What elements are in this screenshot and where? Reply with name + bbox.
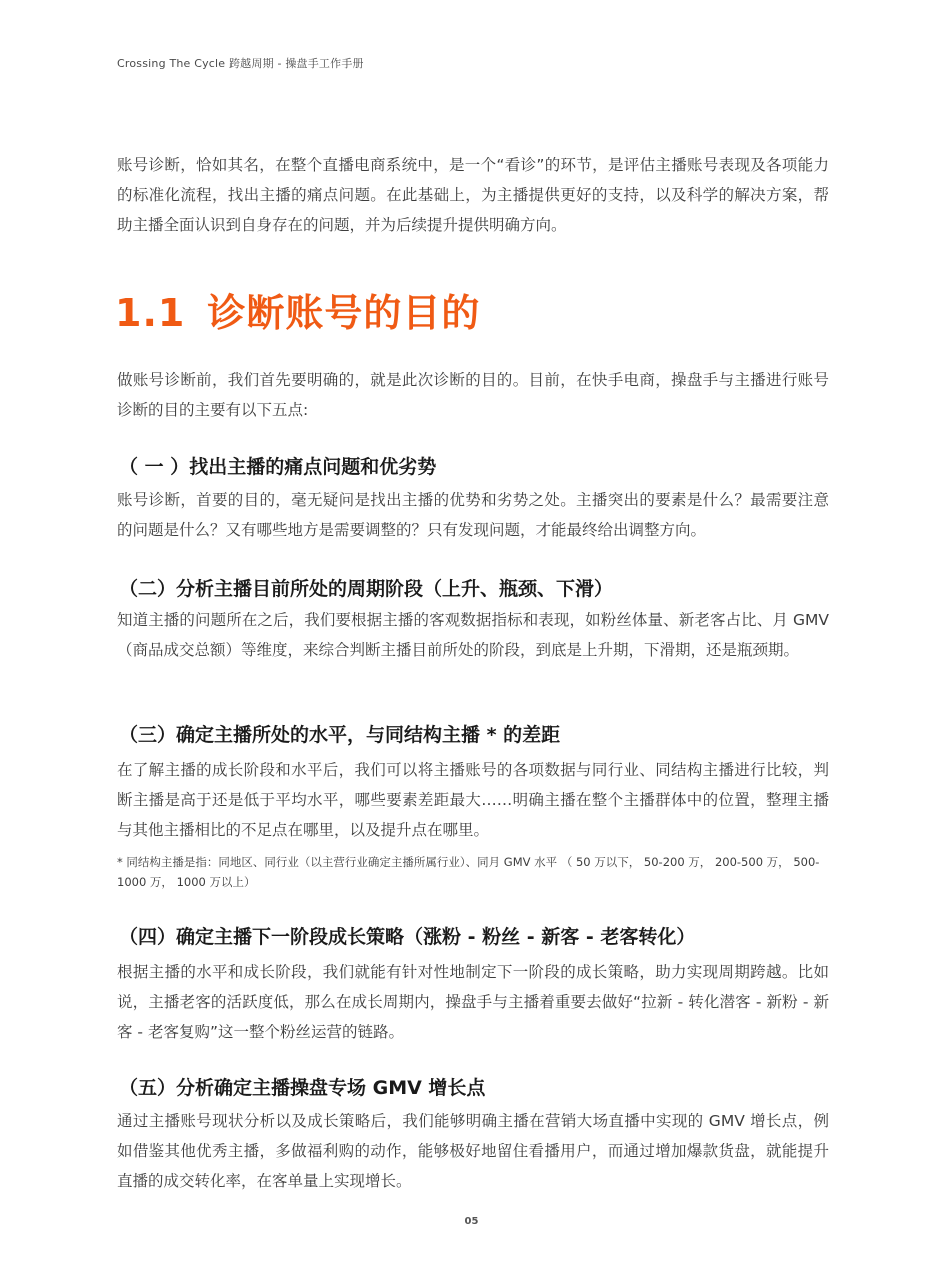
point-1-heading: （ 一 ）找出主播的痛点问题和优劣势 xyxy=(119,456,437,478)
page-number: 05 xyxy=(464,1216,479,1227)
point-4-body: 根据主播的水平和成长阶段，我们就能有针对性地制定下一阶段的成长策略，助力实现周期跨越。比如说，主播老客的活跃度低，那么在成长周期内，操盘手与主播着重要去做好“拉新 - 转化潜客 - 新粉 - 新客 - 老客复购”这一整个粉丝运营的链路。 xyxy=(117,963,829,1041)
section-title xyxy=(115,282,480,337)
section-lead-paragraph: 做账号诊断前，我们首先要明确的，就是此次诊断的目的。目前，在快手电商，操盘手与主播进行账号诊断的目的主要有以下五点: xyxy=(117,371,829,419)
point-4-heading: （四）确定主播下一阶段成长策略（涨粉 - 粉丝 - 新客 - 老客转化） xyxy=(119,926,696,948)
point-5-body: 通过主播账号现状分析以及成长策略后，我们能够明确主播在营销大场直播中实现的 GMV 增长点，例如借鉴其他优秀主播，多做福利购的动作，能够极好地留住看播用户，而通过增加爆款货盘，就能提升直播的成交转化率，在客单量上实现增长。 xyxy=(117,1112,829,1190)
point-2-heading: （二）分析主播目前所处的周期阶段（上升、瓶颈、下滑） xyxy=(119,578,614,600)
section-title-text: 诊断账号的目的 xyxy=(207,291,481,335)
page-header: Crossing The Cycle 跨越周期 - 操盘手工作手册 xyxy=(117,57,364,70)
point-1-body: 账号诊断，首要的目的，毫无疑问是找出主播的优势和劣势之处。主播突出的要素是什么？最需要注意的问题是什么？又有哪些地方是需要调整的？只有发现问题，才能最终给出调整方向。 xyxy=(117,491,829,539)
point-2-body: 知道主播的问题所在之后，我们要根据主播的客观数据指标和表现，如粉丝体量、新老客占比、月 GMV （商品成交总额）等维度，来综合判断主播目前所处的阶段，到底是上升期，下滑期，还是瓶颈期。 xyxy=(117,611,829,659)
section-number: 1.1 xyxy=(115,291,186,335)
footnote: * 同结构主播是指：同地区、同行业（以主营行业确定主播所属行业）、同月 GMV 水平 （ 50 万以下， 50-200 万， 200-500 万， 500-1000 万， 1000 万以上） xyxy=(117,855,820,889)
point-3-body: 在了解主播的成长阶段和水平后，我们可以将主播账号的各项数据与同行业、同结构主播进行比较，判断主播是高于还是低于平均水平，哪些要素差距最大……明确主播在整个主播群体中的位置，整理主播与其他主播相比的不足点在哪里，以及提升点在哪里。 xyxy=(117,761,829,839)
intro-paragraph: 账号诊断，恰如其名，在整个直播电商系统中，是一个“看诊”的环节，是评估主播账号表现及各项能力的标准化流程，找出主播的痛点问题。在此基础上，为主播提供更好的支持，以及科学的解决方案，帮助主播全面认识到自身存在的问题，并为后续提升提供明确方向。 xyxy=(117,156,829,234)
point-3-heading: （三）确定主播所处的水平，与同结构主播 * 的差距 xyxy=(119,724,561,746)
point-5-heading: （五）分析确定主播操盘专场 GMV 增长点 xyxy=(119,1077,486,1099)
